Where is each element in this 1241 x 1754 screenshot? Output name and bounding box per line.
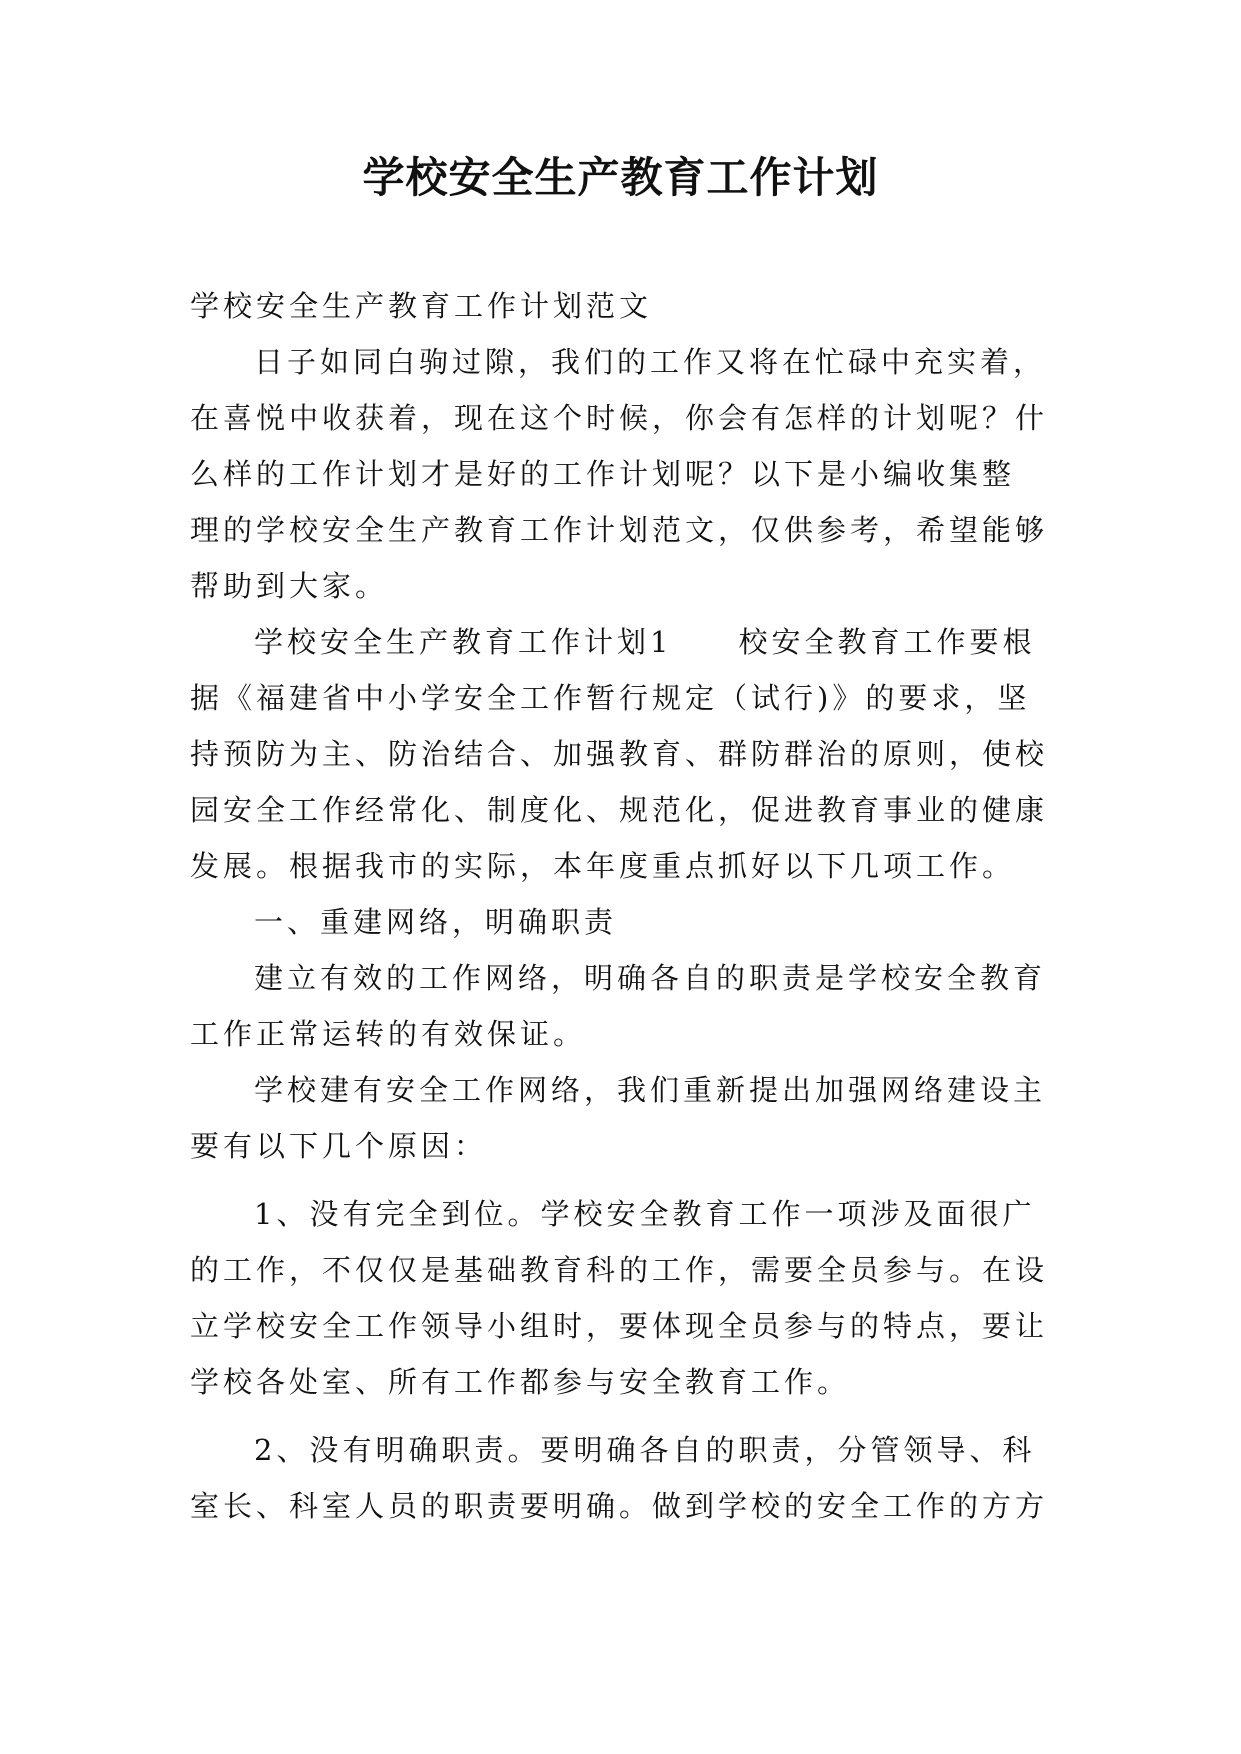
section-heading: 一、重建网络，明确职责 <box>254 905 618 939</box>
paragraph-line: 据《福建省中小学安全工作暂行规定（试行)》的要求，坚 <box>190 681 1031 715</box>
paragraph-line: 园安全工作经常化、制度化、规范化，促进教育事业的健康 <box>190 793 1049 827</box>
paragraph-line: 2、没有明确职责。要明确各自的职责，分管领导、科 <box>254 1433 1036 1467</box>
paragraph-line: 的工作，不仅仅是基础教育科的工作，需要全员参与。在设 <box>190 1253 1049 1287</box>
paragraph-line: 持预防为主、防治结合、加强教育、群防群治的原则，使校 <box>190 737 1049 771</box>
paragraph-line: 理的学校安全生产教育工作计划范文，仅供参考，希望能够 <box>190 513 1049 547</box>
document-title: 学校安全生产教育工作计划 <box>362 153 879 202</box>
paragraph-line: 建立有效的工作网络，明确各自的职责是学校安全教育 <box>254 961 1047 995</box>
paragraph-line: 么样的工作计划才是好的工作计划呢？以下是小编收集整 <box>190 457 1016 491</box>
paragraph-line: 帮助到大家。 <box>190 569 389 603</box>
document-body <box>190 285 1060 1541</box>
paragraph-line: 在喜悦中收获着，现在这个时候，你会有怎样的计划呢？什 <box>190 401 1049 435</box>
paragraph-line: 工作正常运转的有效保证。 <box>190 1017 587 1051</box>
paragraph-line: 学校安全生产教育工作计划1 校安全教育工作要根 <box>254 625 1036 659</box>
paragraph-line: 室长、科室人员的职责要明确。做到学校的安全工作的方方 <box>190 1489 1049 1523</box>
paragraph-line: 要有以下几个原因： <box>190 1129 488 1163</box>
paragraph-line: 学校建有安全工作网络，我们重新提出加强网络建设主 <box>254 1073 1047 1107</box>
subtitle-line: 学校安全生产教育工作计划范文 <box>190 289 653 323</box>
paragraph-line: 1、没有完全到位。学校安全教育工作一项涉及面很广 <box>254 1197 1036 1231</box>
paragraph-line: 立学校安全工作领导小组时，要体现全员参与的特点，要让 <box>190 1309 1049 1343</box>
paragraph-line: 日子如同白驹过隙，我们的工作又将在忙碌中充实着， <box>254 345 1047 379</box>
paragraph-line: 发展。根据我市的实际，本年度重点抓好以下几项工作。 <box>190 849 1016 883</box>
paragraph-line: 学校各处室、所有工作都参与安全教育工作。 <box>190 1365 851 1399</box>
